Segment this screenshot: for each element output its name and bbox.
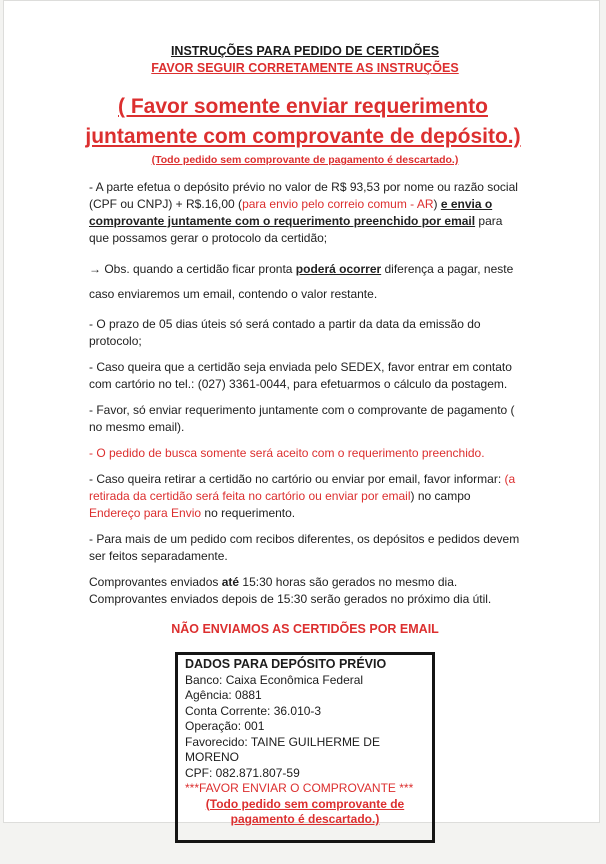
instruction-paragraphs xyxy=(89,179,521,608)
no-email-notice: NÃO ENVIAMOS AS CERTIDÕES POR EMAIL xyxy=(171,622,439,636)
text-segment: até xyxy=(221,575,240,589)
text-segment: ) no campo xyxy=(410,489,471,503)
text-segment: 15:30 horas são gerados no mesmo dia. xyxy=(239,575,458,589)
text-segment: → Obs. quando a certidão ficar pronta xyxy=(89,262,296,276)
deposit-warning: ***FAVOR ENVIAR O COMPROVANTE *** xyxy=(185,781,414,795)
deposit-box-title: DADOS PARA DEPÓSITO PRÉVIO xyxy=(185,657,387,671)
document-content xyxy=(4,1,599,843)
instruction-paragraph xyxy=(89,445,521,462)
notice-heading: ( Favor somente enviar requerimento juntamente com comprovante de depósito.) xyxy=(85,95,521,148)
text-segment: Endereço para Envio xyxy=(89,506,202,520)
text-segment: - Caso queira que a certidão seja enviada pelo SEDEX, favor entrar em contato com cartório no tel.: (027) 3361-0044, para efetuarmos o cálculo da postagem. xyxy=(89,360,512,391)
deposit-discard-note: (Todo pedido sem comprovante de pagamento é descartado.) xyxy=(205,796,405,826)
text-segment: Comprovantes enviados xyxy=(89,575,222,589)
text-segment: e envia o comprovante juntamente com o requerimento preenchido por email xyxy=(89,197,493,228)
instruction-paragraph xyxy=(89,179,521,247)
instruction-paragraph xyxy=(89,359,521,393)
text-segment: para que possamos gerar o protocolo da certidão; xyxy=(89,214,503,245)
text-segment: - Caso queira retirar a certidão no cartório ou enviar por email, favor informar: xyxy=(89,472,505,486)
deposit-box-line: CPF: 082.871.807-59 xyxy=(185,765,300,780)
deposit-box-line: Banco: Caixa Econômica Federal xyxy=(185,672,364,687)
text-segment: - O prazo de 05 dias úteis só será contado a partir da data da emissão do protocolo; xyxy=(89,317,481,348)
deposit-box-line: Agência: 0881 xyxy=(185,688,262,702)
instruction-paragraph xyxy=(89,471,521,522)
deposit-box-line: Operação: 001 xyxy=(185,719,265,733)
instruction-paragraph xyxy=(89,574,521,591)
text-segment: no requerimento. xyxy=(201,506,296,520)
document-subtitle: FAVOR SEGUIR CORRETAMENTE AS INSTRUÇÕES xyxy=(151,61,459,75)
text-segment: Comprovantes enviados depois de 15:30 serão gerados no próximo dia útil. xyxy=(89,592,492,606)
deposit-box-lines xyxy=(185,673,425,782)
text-segment: - O pedido de busca somente será aceito com o requerimento preenchido. xyxy=(89,446,485,460)
instruction-paragraph xyxy=(89,257,521,307)
text-segment: - Para mais de um pedido com recibos diferentes, os depósitos e pedidos devem ser feitos separadamente. xyxy=(89,532,520,563)
text-segment: diferença a pagar, neste caso enviaremos um email, contendo o valor restante. xyxy=(89,262,514,301)
text-segment: - A parte efetua o depósito prévio no valor de R$ 93,53 por nome ou razão social (CPF ou CNPJ) + R$.16,00 ( xyxy=(89,180,518,211)
text-segment: para envio pelo correio comum - AR xyxy=(242,197,434,211)
deposit-info-box xyxy=(175,652,435,843)
document-page xyxy=(3,0,600,826)
text-segment: (a retirada da certidão será feita no cartório ou enviar por email xyxy=(89,472,516,503)
instruction-paragraph xyxy=(89,591,521,608)
deposit-box-line: Favorecido: TAINE GUILHERME DE MORENO xyxy=(185,734,380,764)
text-segment: - Favor, só enviar requerimento juntamente com o comprovante de pagamento ( no mesmo email). xyxy=(89,403,515,434)
instruction-paragraph xyxy=(89,531,521,565)
instruction-paragraph xyxy=(89,316,521,350)
notice-subheading: (Todo pedido sem comprovante de pagamento é descartado.) xyxy=(151,154,459,166)
deposit-box-line: Conta Corrente: 36.010-3 xyxy=(185,703,322,718)
text-segment: ) xyxy=(433,197,441,211)
instruction-paragraph xyxy=(89,402,521,436)
document-title: INSTRUÇÕES PARA PEDIDO DE CERTIDÕES xyxy=(170,44,440,58)
text-segment: poderá ocorrer xyxy=(295,262,382,276)
